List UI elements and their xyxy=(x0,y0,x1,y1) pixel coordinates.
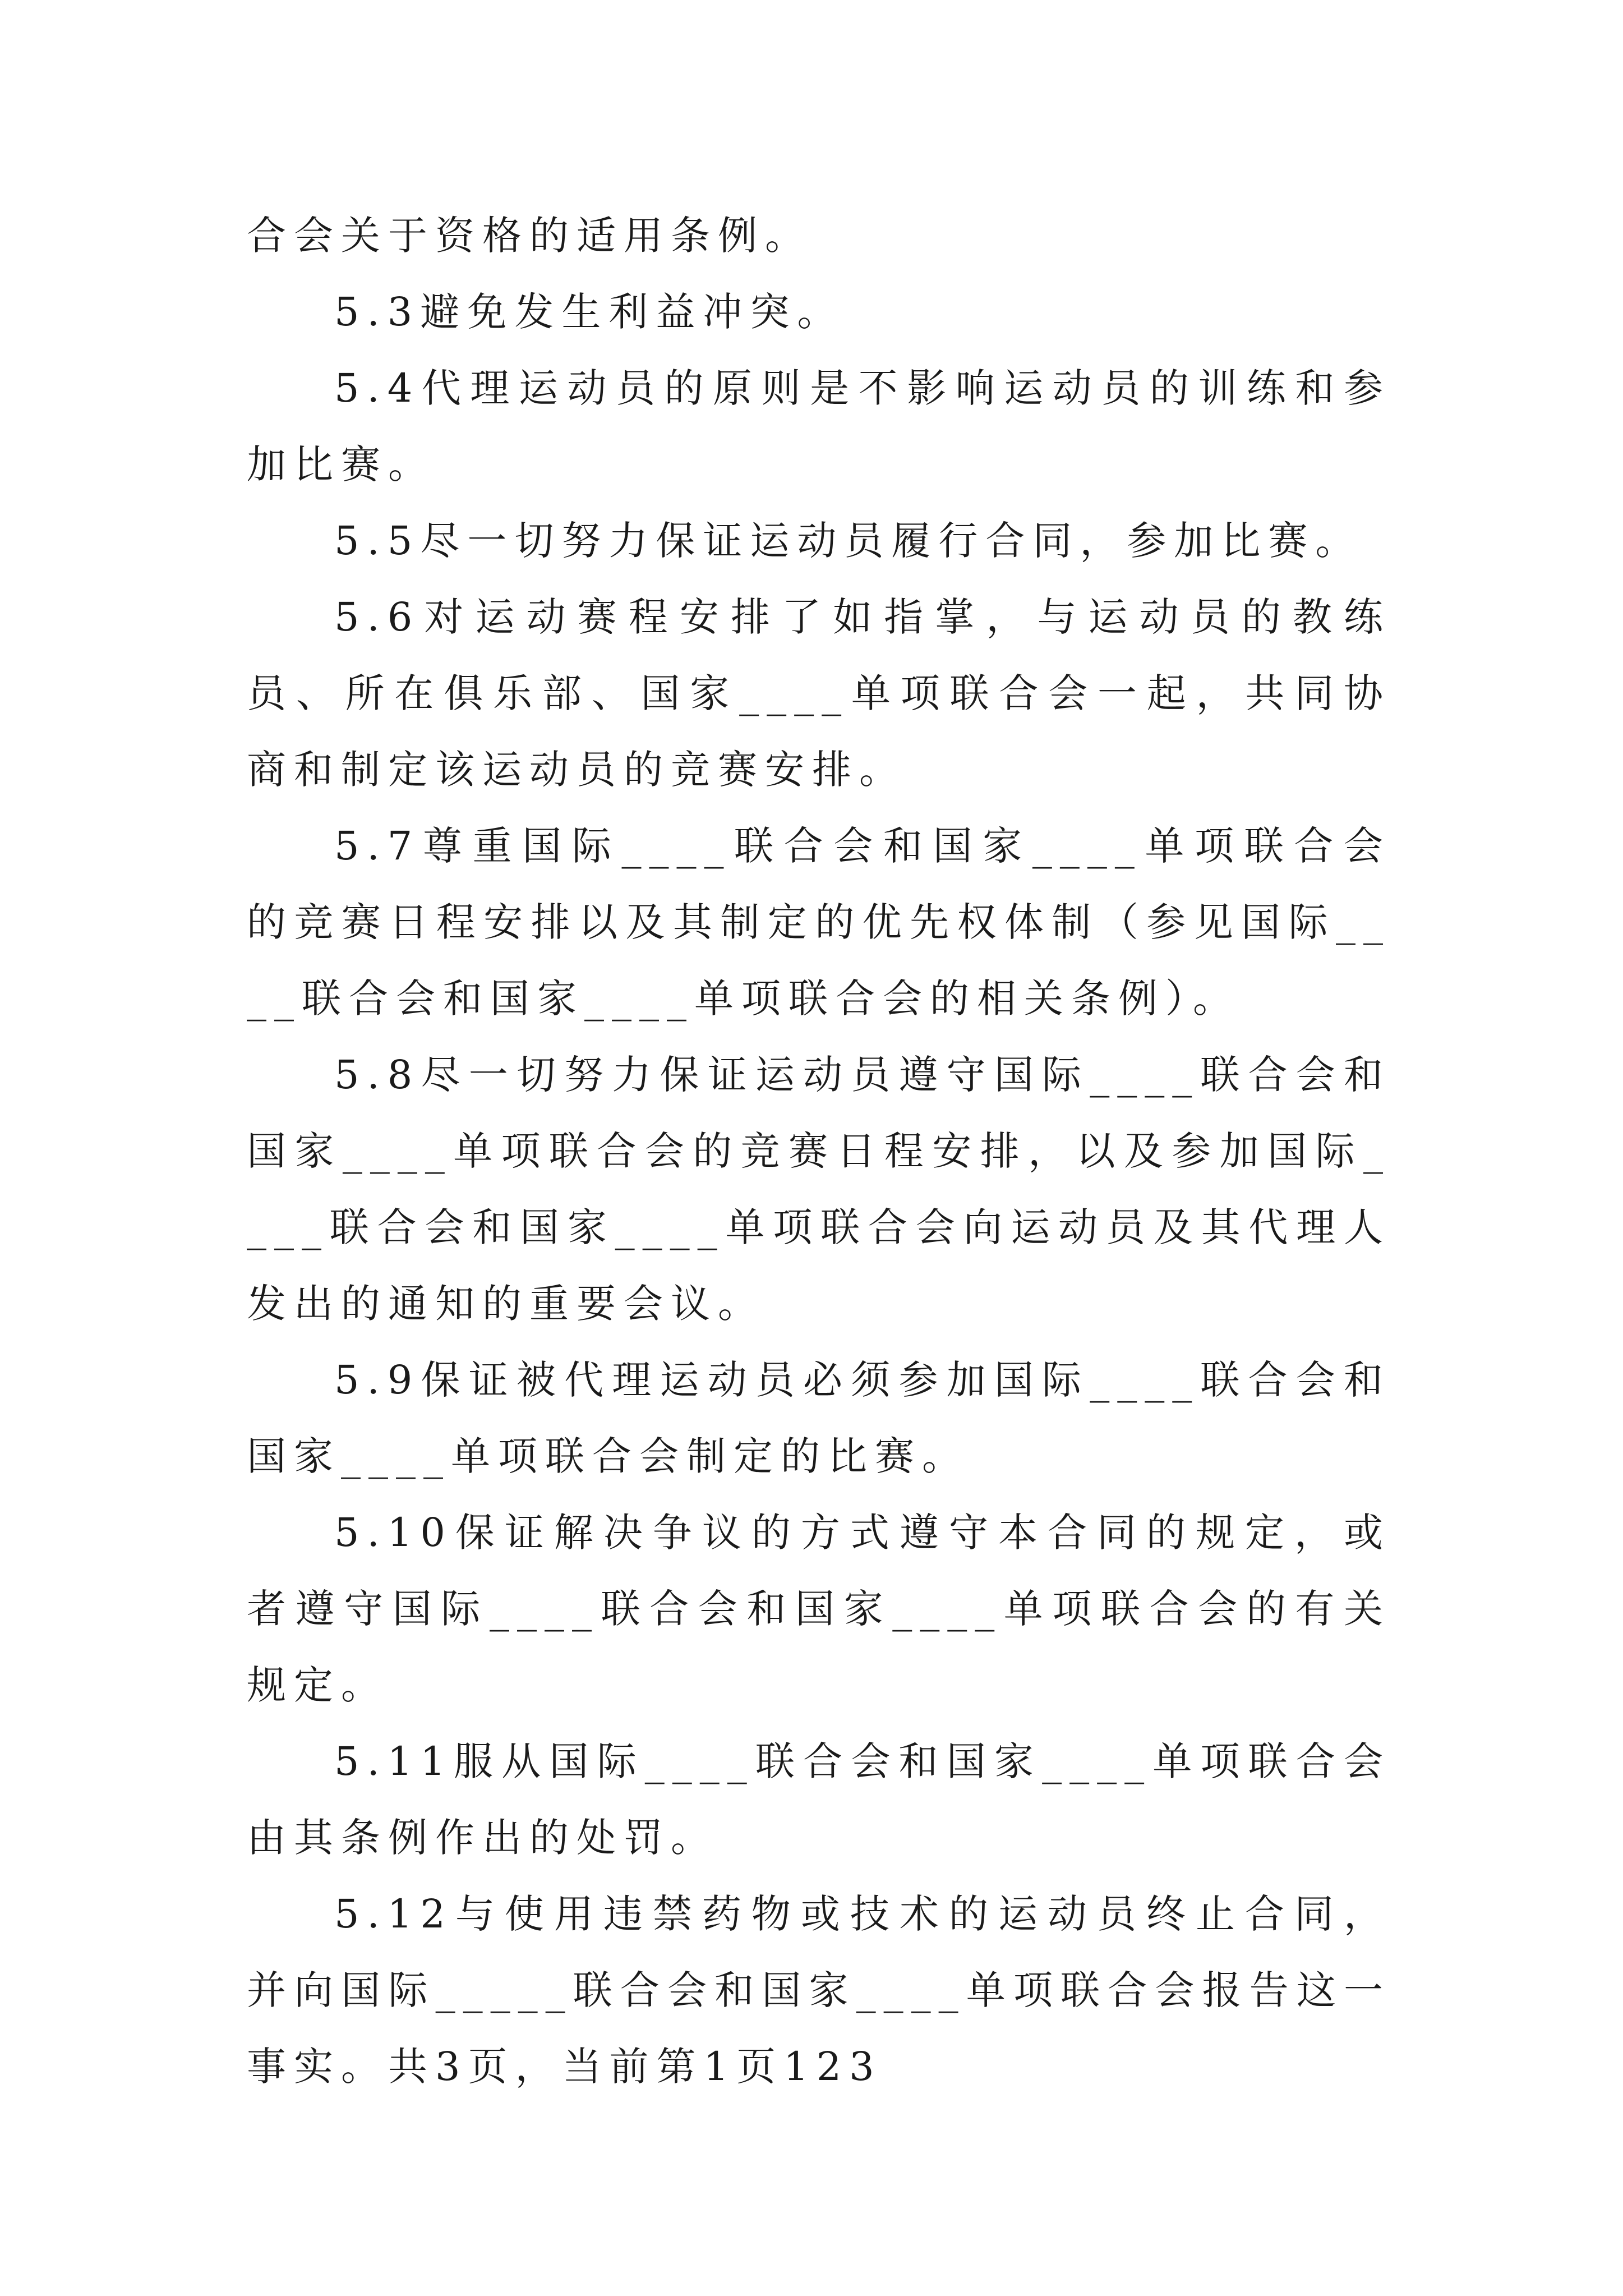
paragraph-5-12: 5.12与使用违禁药物或技术的运动员终止合同，并向国际_____联合会和国家____单项联合会报告这一事实。共3页，当前第1页123 xyxy=(247,1891,1391,2090)
document-body xyxy=(247,197,1391,2105)
paragraph-5-9: 5.9保证被代理运动员必须参加国际____联合会和国家____单项联合会制定的比赛。 xyxy=(247,1357,1391,1479)
paragraph-5-8: 5.8尽一切努力保证运动员遵守国际____联合会和国家____单项联合会的竞赛日程安排，以及参加国际____联合会和国家____单项联合会向运动员及其代理人发出的通知的重要会议。 xyxy=(247,1052,1391,1327)
paragraph-5-3: 5.3避免发生利益冲突。 xyxy=(334,289,845,335)
paragraph-5-11: 5.11服从国际____联合会和国家____单项联合会由其条例作出的处罚。 xyxy=(247,1738,1391,1861)
paragraph-5-7: 5.7尊重国际____联合会和国家____单项联合会的竞赛日程安排以及其制定的优先权体制（参见国际____联合会和国家____单项联合会的相关条例）。 xyxy=(247,823,1391,1022)
paragraph-5-6: 5.6对运动赛程安排了如指掌，与运动员的教练员、所在俱乐部、国家____单项联合会一起，共同协商和制定该运动员的竞赛安排。 xyxy=(247,594,1391,793)
paragraph-5-10: 5.10保证解决争议的方式遵守本合同的规定，或者遵守国际____联合会和国家____单项联合会的有关规定。 xyxy=(247,1510,1391,1708)
paragraph-5-4: 5.4代理运动员的原则是不影响运动员的训练和参加比赛。 xyxy=(247,365,1391,487)
paragraph-5-5: 5.5尽一切努力保证运动员履行合同，参加比赛。 xyxy=(334,518,1363,564)
paragraph-continuation: 合会关于资格的适用条例。 xyxy=(247,213,812,259)
